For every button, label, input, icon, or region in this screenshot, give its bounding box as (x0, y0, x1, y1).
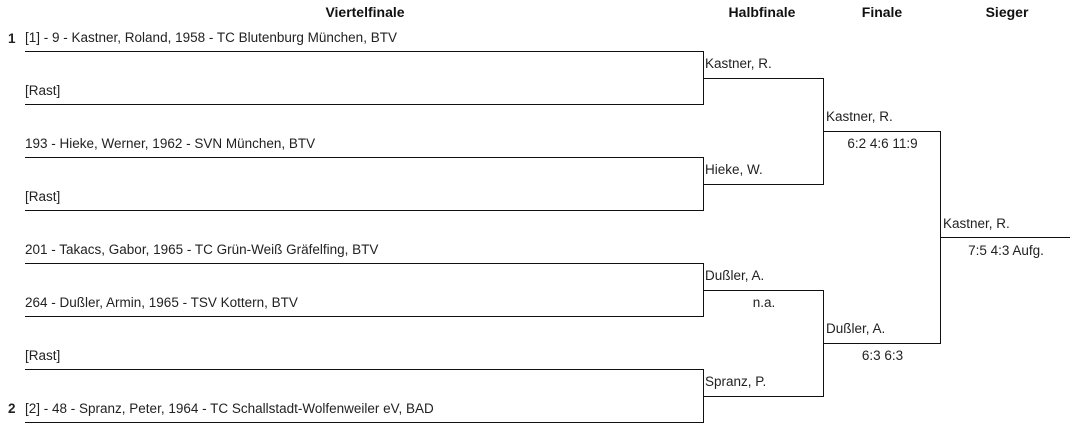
header-winner: Sieger (985, 4, 1029, 20)
quarterfinal-slot[interactable]: 201 - Takacs, Gabor, 1965 - TC Grün-Weiß Gräfelfing, BTV (25, 242, 379, 257)
winner-score: 7:5 4:3 Aufg. (968, 243, 1044, 258)
header-final: Finale (861, 4, 903, 20)
final-score: 6:3 6:3 (861, 348, 904, 363)
semifinal-score: n.a. (752, 295, 776, 310)
seed-number: 1 (8, 31, 16, 46)
quarterfinal-slot[interactable]: [1] - 9 - Kastner, Roland, 1958 - TC Blutenburg München, BTV (25, 30, 397, 45)
quarterfinal-slot[interactable]: [Rast] (25, 189, 61, 204)
bracket-line (703, 290, 824, 291)
bracket-line (25, 263, 704, 264)
final-player[interactable]: Dußler, A. (826, 321, 886, 336)
bracket-line (25, 316, 704, 317)
final-score: 6:2 4:6 11:9 (847, 136, 918, 151)
bracket-line (703, 396, 824, 397)
semifinal-player[interactable]: Spranz, P. (705, 374, 767, 389)
quarterfinal-slot[interactable]: 264 - Dußler, Armin, 1965 - TSV Kottern, BTV (25, 295, 298, 310)
bracket-line (25, 369, 704, 370)
bracket-line (25, 104, 704, 105)
bracket-line (25, 51, 704, 52)
bracket-line (25, 210, 704, 211)
seed-number: 2 (8, 401, 16, 416)
bracket-line (823, 343, 941, 344)
bracket-line (703, 184, 824, 185)
bracket-line (703, 78, 824, 79)
quarterfinal-slot[interactable]: [Rast] (25, 83, 61, 98)
semifinal-player[interactable]: Dußler, A. (705, 268, 765, 283)
bracket-line (823, 131, 941, 132)
quarterfinal-slot[interactable]: [2] - 48 - Spranz, Peter, 1964 - TC Schallstadt-Wolfenweiler eV, BAD (25, 401, 434, 416)
semifinal-player[interactable]: Hieke, W. (705, 162, 763, 177)
winner-player[interactable]: Kastner, R. (943, 216, 1010, 231)
final-player[interactable]: Kastner, R. (826, 109, 893, 124)
quarterfinal-slot[interactable]: [Rast] (25, 348, 61, 363)
bracket-line (940, 237, 1070, 238)
semifinal-player[interactable]: Kastner, R. (705, 56, 772, 71)
quarterfinal-slot[interactable]: 193 - Hieke, Werner, 1962 - SVN München, BTV (25, 136, 316, 151)
bracket-line (25, 157, 704, 158)
header-quarterfinal: Viertelfinale (325, 4, 405, 20)
header-semifinal: Halbfinale (728, 4, 796, 20)
bracket-line (25, 422, 704, 423)
